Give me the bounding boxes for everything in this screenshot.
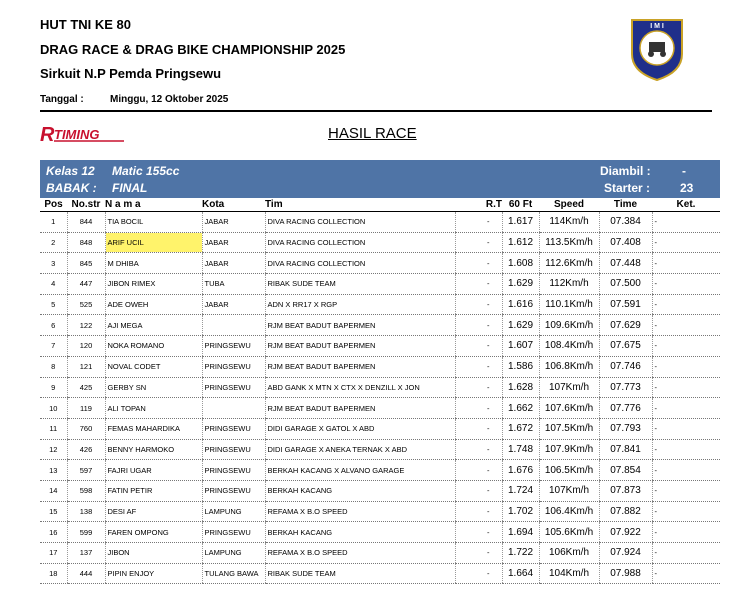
rt-cell: - xyxy=(455,418,502,439)
ft60-cell: 1.617 xyxy=(502,212,539,233)
kota-cell: PRINGSEWU xyxy=(202,439,265,460)
ket-cell: - xyxy=(652,294,720,315)
date-value: Minggu, 12 Oktober 2025 xyxy=(110,94,229,105)
speed-cell: 105.6Km/h xyxy=(539,522,599,543)
table-row xyxy=(40,501,720,522)
col-60ft: 60 Ft xyxy=(502,198,539,212)
rt-cell: - xyxy=(455,336,502,357)
circuit-name: Sirkuit N.P Pemda Pringsewu xyxy=(40,66,222,81)
no-str-cell: 444 xyxy=(67,563,105,584)
nama-cell: FAJRI UGAR xyxy=(105,460,202,481)
pos-cell: 6 xyxy=(40,315,67,336)
time-cell: 07.408 xyxy=(599,232,652,253)
rt-cell: - xyxy=(455,253,502,274)
kota-cell: JABAR xyxy=(202,294,265,315)
ket-cell: - xyxy=(652,418,720,439)
ket-cell: - xyxy=(652,522,720,543)
pos-cell: 12 xyxy=(40,439,67,460)
pos-cell: 8 xyxy=(40,356,67,377)
speed-cell: 106.4Km/h xyxy=(539,501,599,522)
pos-cell: 2 xyxy=(40,232,67,253)
rt-cell: - xyxy=(455,274,502,295)
tim-cell: DIVA RACING COLLECTION xyxy=(265,212,455,233)
table-row xyxy=(40,232,720,253)
nama-cell: JIBON RIMEX xyxy=(105,274,202,295)
kelas-value: Matic 155cc xyxy=(112,164,180,178)
table-row xyxy=(40,356,720,377)
speed-cell: 113.5Km/h xyxy=(539,232,599,253)
rt-cell: - xyxy=(455,377,502,398)
time-cell: 07.924 xyxy=(599,543,652,564)
speed-cell: 106Km/h xyxy=(539,543,599,564)
kota-cell: JABAR xyxy=(202,232,265,253)
table-row xyxy=(40,439,720,460)
ft60-cell: 1.702 xyxy=(502,501,539,522)
rt-cell: - xyxy=(455,294,502,315)
time-cell: 07.922 xyxy=(599,522,652,543)
speed-cell: 112.6Km/h xyxy=(539,253,599,274)
speed-cell: 107.5Km/h xyxy=(539,418,599,439)
nama-cell: M DHIBA xyxy=(105,253,202,274)
col-nama: N a m a xyxy=(105,198,202,212)
ket-cell: - xyxy=(652,563,720,584)
ket-cell: - xyxy=(652,315,720,336)
babak-value: FINAL xyxy=(112,181,148,195)
ft60-cell: 1.629 xyxy=(502,274,539,295)
time-cell: 07.793 xyxy=(599,418,652,439)
pos-cell: 11 xyxy=(40,418,67,439)
col-ket: Ket. xyxy=(652,198,720,212)
ft60-cell: 1.607 xyxy=(502,336,539,357)
table-row xyxy=(40,377,720,398)
kota-cell xyxy=(202,315,265,336)
time-cell: 07.776 xyxy=(599,398,652,419)
time-cell: 07.746 xyxy=(599,356,652,377)
time-cell: 07.675 xyxy=(599,336,652,357)
no-str-cell: 760 xyxy=(67,418,105,439)
rt-cell: - xyxy=(455,563,502,584)
no-str-cell: 845 xyxy=(67,253,105,274)
tim-cell: RIBAK SUDE TEAM xyxy=(265,274,455,295)
table-row xyxy=(40,315,720,336)
ft60-cell: 1.616 xyxy=(502,294,539,315)
col-rt: R.T xyxy=(455,198,502,212)
speed-cell: 110.1Km/h xyxy=(539,294,599,315)
speed-cell: 104Km/h xyxy=(539,563,599,584)
nama-cell: NOVAL CODET xyxy=(105,356,202,377)
ft60-cell: 1.748 xyxy=(502,439,539,460)
tim-cell: RJM BEAT BADUT BAPERMEN xyxy=(265,398,455,419)
table-row xyxy=(40,522,720,543)
pos-cell: 1 xyxy=(40,212,67,233)
pos-cell: 14 xyxy=(40,480,67,501)
starter-value: 23 xyxy=(680,181,694,195)
pos-cell: 5 xyxy=(40,294,67,315)
ket-cell: - xyxy=(652,274,720,295)
tim-cell: REFAMA X B.O SPEED xyxy=(265,543,455,564)
rt-cell: - xyxy=(455,232,502,253)
kota-cell: PRINGSEWU xyxy=(202,522,265,543)
class-banner xyxy=(40,160,720,198)
table-row xyxy=(40,543,720,564)
kota-cell: PRINGSEWU xyxy=(202,356,265,377)
no-str-cell: 597 xyxy=(67,460,105,481)
page-title: HASIL RACE xyxy=(328,125,417,142)
time-cell: 07.988 xyxy=(599,563,652,584)
time-cell: 07.629 xyxy=(599,315,652,336)
results-table xyxy=(40,198,720,584)
kota-cell xyxy=(202,398,265,419)
ft60-cell: 1.672 xyxy=(502,418,539,439)
nama-cell: ARIF UCIL xyxy=(105,232,202,253)
pos-cell: 16 xyxy=(40,522,67,543)
table-row xyxy=(40,480,720,501)
nama-cell: FAREN OMPONG xyxy=(105,522,202,543)
ket-cell: - xyxy=(652,377,720,398)
pos-cell: 4 xyxy=(40,274,67,295)
ket-cell: - xyxy=(652,356,720,377)
col-pos: Pos xyxy=(40,198,67,212)
time-cell: 07.882 xyxy=(599,501,652,522)
kota-cell: TUBA xyxy=(202,274,265,295)
ket-cell: - xyxy=(652,543,720,564)
svg-text:TIMING: TIMING xyxy=(54,127,100,142)
ft60-cell: 1.629 xyxy=(502,315,539,336)
nama-cell: ADE OWEH xyxy=(105,294,202,315)
nama-cell: PIPIN ENJOY xyxy=(105,563,202,584)
ket-cell: - xyxy=(652,232,720,253)
rt-cell: - xyxy=(455,315,502,336)
time-cell: 07.841 xyxy=(599,439,652,460)
table-row xyxy=(40,563,720,584)
ket-cell: - xyxy=(652,336,720,357)
ft60-cell: 1.612 xyxy=(502,232,539,253)
no-str-cell: 138 xyxy=(67,501,105,522)
tim-cell: RIBAK SUDE TEAM xyxy=(265,563,455,584)
nama-cell: DESI AF xyxy=(105,501,202,522)
no-str-cell: 121 xyxy=(67,356,105,377)
nama-cell: ALI TOPAN xyxy=(105,398,202,419)
speed-cell: 107.9Km/h xyxy=(539,439,599,460)
time-cell: 07.854 xyxy=(599,460,652,481)
ket-cell: - xyxy=(652,253,720,274)
tim-cell: DIVA RACING COLLECTION xyxy=(265,253,455,274)
time-cell: 07.384 xyxy=(599,212,652,233)
kota-cell: JABAR xyxy=(202,212,265,233)
tim-cell: BERKAH KACANG xyxy=(265,522,455,543)
tim-cell: ABD GANK X MTN X CTX X DENZILL X JON xyxy=(265,377,455,398)
svg-text:R: R xyxy=(40,124,55,145)
table-row xyxy=(40,253,720,274)
no-str-cell: 426 xyxy=(67,439,105,460)
time-cell: 07.873 xyxy=(599,480,652,501)
ft60-cell: 1.662 xyxy=(502,398,539,419)
col-speed: Speed xyxy=(539,198,599,212)
pos-cell: 13 xyxy=(40,460,67,481)
no-str-cell: 120 xyxy=(67,336,105,357)
no-str-cell: 599 xyxy=(67,522,105,543)
rt-cell: - xyxy=(455,356,502,377)
no-str-cell: 137 xyxy=(67,543,105,564)
kota-cell: PRINGSEWU xyxy=(202,336,265,357)
speed-cell: 106.8Km/h xyxy=(539,356,599,377)
rt-cell: - xyxy=(455,480,502,501)
ket-cell: - xyxy=(652,398,720,419)
no-str-cell: 447 xyxy=(67,274,105,295)
ket-cell: - xyxy=(652,480,720,501)
col-tim: Tim xyxy=(265,198,455,212)
speed-cell: 106.5Km/h xyxy=(539,460,599,481)
tim-cell: DIVA RACING COLLECTION xyxy=(265,232,455,253)
r-timing-logo-icon xyxy=(40,121,130,145)
speed-cell: 107Km/h xyxy=(539,377,599,398)
pos-cell: 18 xyxy=(40,563,67,584)
nama-cell: FEMAS MAHARDIKA xyxy=(105,418,202,439)
kota-cell: PRINGSEWU xyxy=(202,418,265,439)
ket-cell: - xyxy=(652,212,720,233)
date-label: Tanggal : xyxy=(40,94,84,105)
rt-cell: - xyxy=(455,501,502,522)
rt-cell: - xyxy=(455,212,502,233)
event-title: HUT TNI KE 80 xyxy=(40,17,132,32)
ket-cell: - xyxy=(652,460,720,481)
table-row xyxy=(40,212,720,233)
nama-cell: NOKA ROMANO xyxy=(105,336,202,357)
ket-cell: - xyxy=(652,439,720,460)
table-row xyxy=(40,398,720,419)
no-str-cell: 525 xyxy=(67,294,105,315)
tim-cell: RJM BEAT BADUT BAPERMEN xyxy=(265,336,455,357)
kota-cell: PRINGSEWU xyxy=(202,377,265,398)
nama-cell: AJI MEGA xyxy=(105,315,202,336)
col-no-str: No.str xyxy=(67,198,105,212)
table-row xyxy=(40,418,720,439)
emblem-text: I M I xyxy=(650,23,664,30)
ft60-cell: 1.664 xyxy=(502,563,539,584)
ft60-cell: 1.722 xyxy=(502,543,539,564)
no-str-cell: 848 xyxy=(67,232,105,253)
imi-emblem-icon xyxy=(628,14,686,82)
speed-cell: 107.6Km/h xyxy=(539,398,599,419)
tim-cell: RJM BEAT BADUT BAPERMEN xyxy=(265,315,455,336)
ft60-cell: 1.724 xyxy=(502,480,539,501)
no-str-cell: 122 xyxy=(67,315,105,336)
no-str-cell: 425 xyxy=(67,377,105,398)
pos-cell: 17 xyxy=(40,543,67,564)
rt-cell: - xyxy=(455,460,502,481)
kota-cell: PRINGSEWU xyxy=(202,480,265,501)
kelas-label: Kelas 12 xyxy=(46,164,95,178)
kota-cell: LAMPUNG xyxy=(202,543,265,564)
ket-cell: - xyxy=(652,501,720,522)
championship-title: DRAG RACE & DRAG BIKE CHAMPIONSHIP 2025 xyxy=(40,42,346,57)
table-header-row xyxy=(40,198,720,212)
col-kota: Kota xyxy=(202,198,265,212)
pos-cell: 3 xyxy=(40,253,67,274)
tim-cell: REFAMA X B.O SPEED xyxy=(265,501,455,522)
babak-label: BABAK : xyxy=(46,181,97,195)
tim-cell: BERKAH KACANG xyxy=(265,480,455,501)
rt-cell: - xyxy=(455,398,502,419)
time-cell: 07.500 xyxy=(599,274,652,295)
ft60-cell: 1.694 xyxy=(502,522,539,543)
speed-cell: 114Km/h xyxy=(539,212,599,233)
results-body xyxy=(40,212,720,584)
nama-cell: TIA BOCIL xyxy=(105,212,202,233)
ft60-cell: 1.676 xyxy=(502,460,539,481)
speed-cell: 107Km/h xyxy=(539,480,599,501)
table-row xyxy=(40,294,720,315)
nama-cell: BENNY HARMOKO xyxy=(105,439,202,460)
table-row xyxy=(40,460,720,481)
pos-cell: 10 xyxy=(40,398,67,419)
date-row xyxy=(40,92,712,112)
kota-cell: PRINGSEWU xyxy=(202,460,265,481)
time-cell: 07.448 xyxy=(599,253,652,274)
time-cell: 07.591 xyxy=(599,294,652,315)
no-str-cell: 844 xyxy=(67,212,105,233)
tim-cell: RJM BEAT BADUT BAPERMEN xyxy=(265,356,455,377)
pos-cell: 9 xyxy=(40,377,67,398)
kota-cell: JABAR xyxy=(202,253,265,274)
pos-cell: 15 xyxy=(40,501,67,522)
rt-cell: - xyxy=(455,522,502,543)
nama-cell: GERBY SN xyxy=(105,377,202,398)
rt-cell: - xyxy=(455,543,502,564)
nama-cell: JIBON xyxy=(105,543,202,564)
diambil-label: Diambil : xyxy=(600,164,651,178)
speed-cell: 112Km/h xyxy=(539,274,599,295)
kota-cell: TULANG BAWA xyxy=(202,563,265,584)
speed-cell: 109.6Km/h xyxy=(539,315,599,336)
diambil-value: - xyxy=(682,164,686,178)
tim-cell: BERKAH KACANG X ALVANO GARAGE xyxy=(265,460,455,481)
speed-cell: 108.4Km/h xyxy=(539,336,599,357)
no-str-cell: 598 xyxy=(67,480,105,501)
ft60-cell: 1.628 xyxy=(502,377,539,398)
no-str-cell: 119 xyxy=(67,398,105,419)
tim-cell: ADN X RR17 X RGP xyxy=(265,294,455,315)
tim-cell: DIDI GARAGE X ANEKA TERNAK X ABD xyxy=(265,439,455,460)
rt-cell: - xyxy=(455,439,502,460)
table-row xyxy=(40,274,720,295)
table-row xyxy=(40,336,720,357)
nama-cell: FATIN PETIR xyxy=(105,480,202,501)
pos-cell: 7 xyxy=(40,336,67,357)
starter-label: Starter : xyxy=(604,181,651,195)
ft60-cell: 1.586 xyxy=(502,356,539,377)
ft60-cell: 1.608 xyxy=(502,253,539,274)
kota-cell: LAMPUNG xyxy=(202,501,265,522)
tim-cell: DIDI GARAGE X GATOL X ABD xyxy=(265,418,455,439)
col-time: Time xyxy=(599,198,652,212)
time-cell: 07.773 xyxy=(599,377,652,398)
